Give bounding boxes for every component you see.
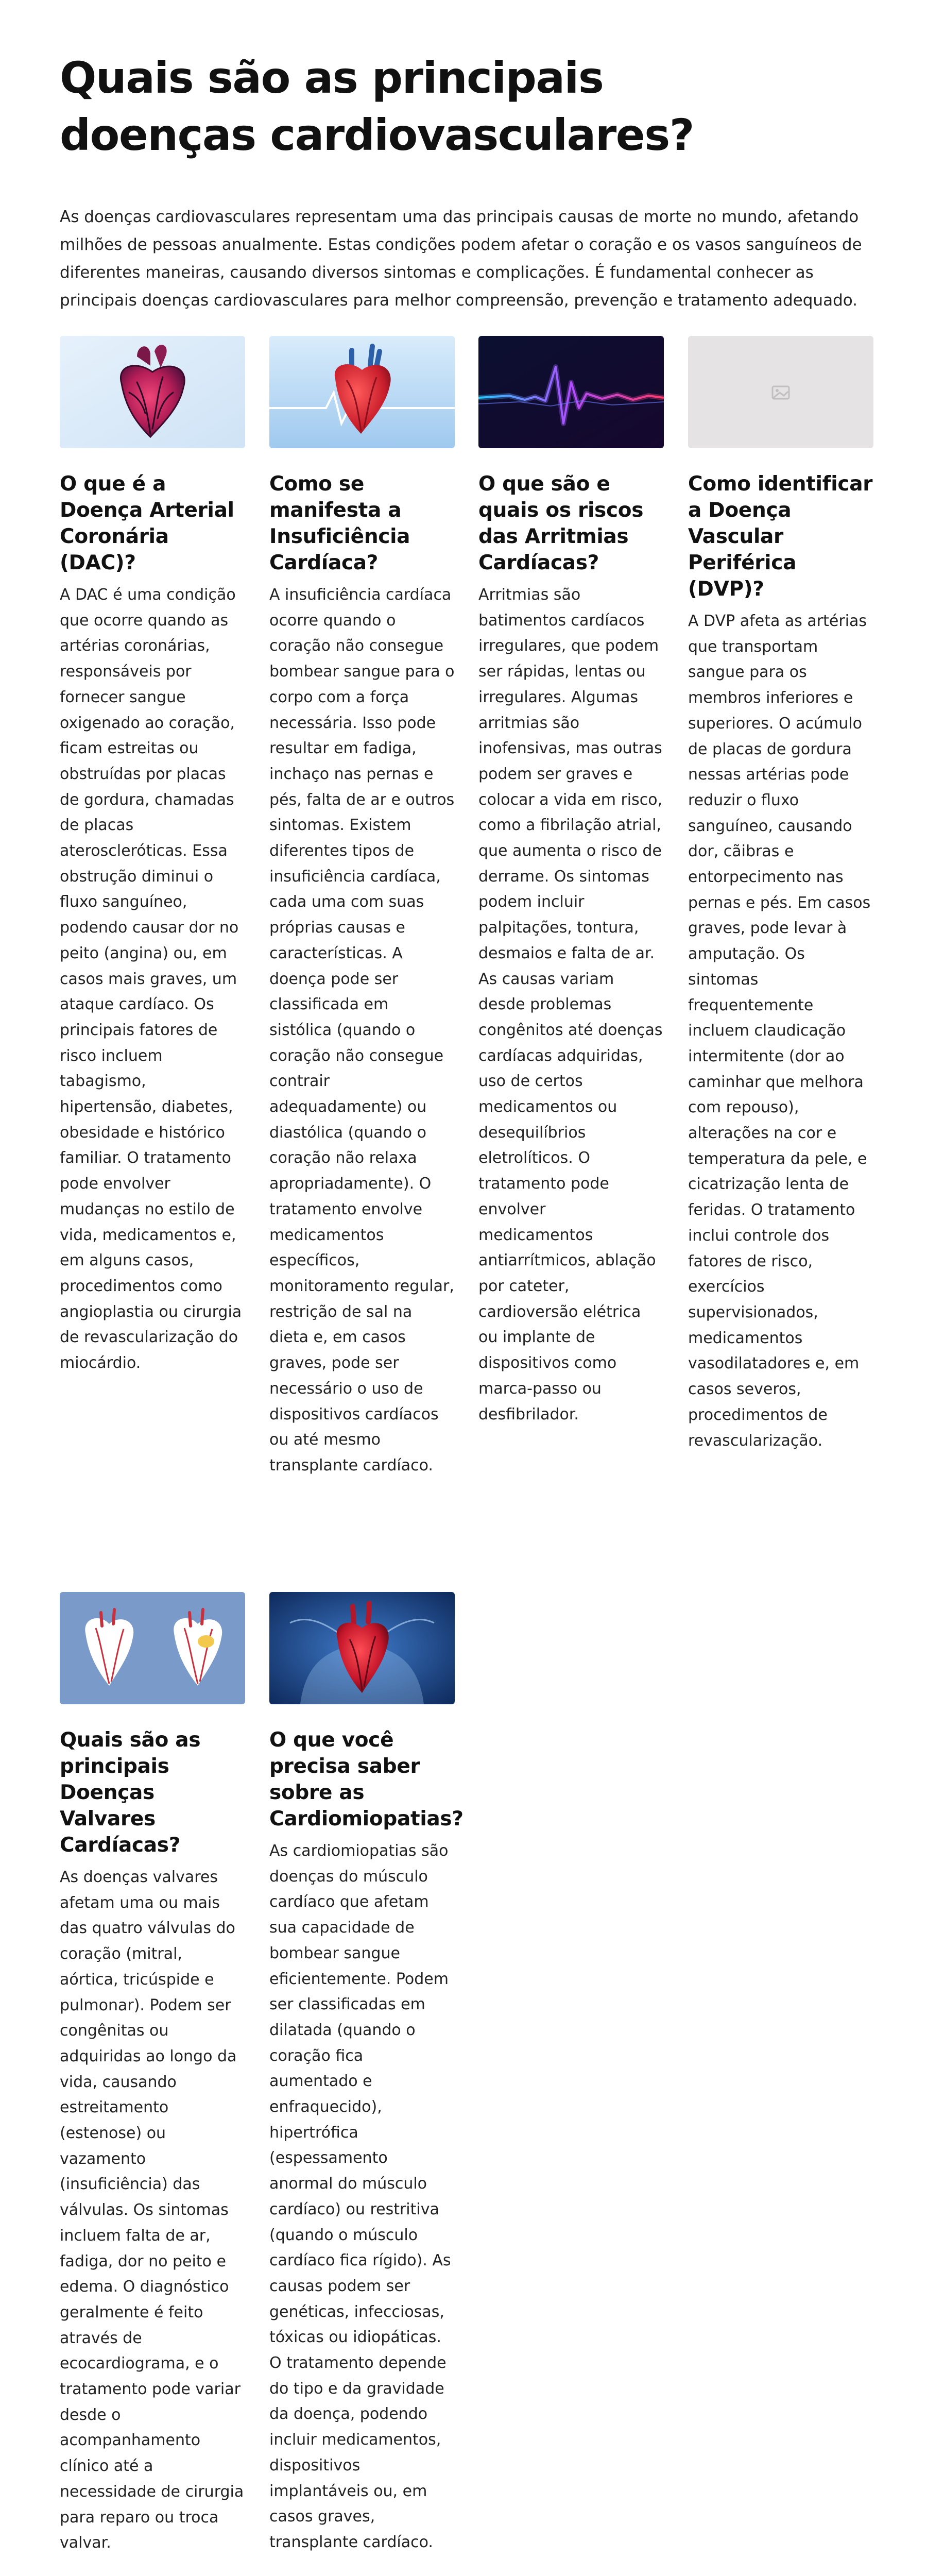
card-cardiomiopatias [269,1592,464,2555]
card-insuficiencia [269,336,455,1479]
ecg-wave-icon [478,336,664,448]
card-text: A insuficiência cardíaca ocorre quando o coração não consegue bombear sangue para o corpo com a força necessária. Isso pode resultar em fadiga, inchaço nas pernas e pés, falta de ar e outros sintomas. Existem diferentes tipos de insuficiência cardíaca, cada uma com suas próprias causas e características. A doença pode ser classificada em sistólica (quando o coração não consegue contrair adequadamente) ou diastólica (quando o coração não relaxa apropriadamente). O tratamento envolve medicamentos específicos, monitoramento regular, restrição de sal na dieta e, em casos graves, pode ser necessário o uso de dispositivos cardíacos ou até mesmo transplante cardíaco. [269,586,455,1475]
heart-valves-icon [60,1592,245,1704]
card-arritmias [478,336,664,1427]
card-text: A DVP afeta as artérias que transportam sangue para os membros inferiores e superiores. O acúmulo de placas de gordura nessas artérias pode reduzir o fluxo sanguíneo, causando dor, cãibras e entorpecimento nas pernas e pés. Em casos graves, pode levar à amputação. Os sintomas frequentemente incluem claudicação intermitente (dor ao caminhar que melhora com repouso), alterações na cor e temperatura da pele, e cicatrização lenta de feridas. O tratamento inclui controle dos fatores de risco, exercícios supervisionados, medicamentos vasodilatadores e, em casos severos, procedimentos de revascularização. [688,612,871,1450]
card-text: A DAC é uma condição que ocorre quando as artérias coronárias, responsáveis por fornecer sangue oxigenado ao coração, ficam estreitas ou obstruídas por placas de gordura, chamadas de placas ateroscleróticas. Essa obstrução diminui o fluxo sanguíneo, podendo causar dor no peito (angina) ou, em casos mais graves, um ataque cardíaco. Os principais fatores de risco incluem tabagismo, hipertensão, diabetes, obesidade e histórico familiar. O tratamento pode envolver mudanças no estilo de vida, medicamentos e, em alguns casos, procedimentos como angioplastia ou cirurgia de revascularização do miocárdio. [60,586,242,1372]
image-placeholder-icon [688,336,873,448]
card-dvp [688,336,873,1453]
card-valvares [60,1592,245,2556]
page-title: Quais são as principais doenças cardiovasculares? [60,53,694,160]
card-heading: O que são e quais os riscos das Arritmias Cardíacas? [478,472,644,574]
card-heading: O que é a Doença Arterial Coronária (DAC)? [60,472,234,574]
card-text: As cardiomiopatias são doenças do músculo cardíaco que afetam sua capacidade de bombear sangue eficientemente. Podem ser classificadas em dilatada (quando o coração fica aumentado e enfraquecido), hipertrófica (espessamento anormal do músculo cardíaco) ou restritiva (quando o músculo cardíaco fica rígido). As causas podem ser genéticas, infecciosas, tóxicas ou idiopáticas. O tratamento depende do tipo e da gravidade da doença, podendo incluir medicamentos, dispositivos implantáveis ou, em casos graves, transplante cardíaco. [269,1842,451,2551]
card-heading: Quais são as principais Doenças Valvares Cardíacas? [60,1728,201,1857]
heart-illustration-icon [60,336,245,448]
cards-row-2 [60,1592,873,2576]
card-dac [60,336,245,1376]
card-text: As doenças valvares afetam uma ou mais das quatro válvulas do coração (mitral, aórtica, tricúspide e pulmonar). Podem ser congênitas ou adquiridas ao longo da vida, causando estreitamento (estenose) ou vazamento (insuficiência) das válvulas. Os sintomas incluem falta de ar, fadiga, dor no peito e edema. O diagnóstico geralmente é feito através de ecocardiograma, e o tratamento pode variar desde o acompanhamento clínico até a necessidade de cirurgia para reparo ou troca valvar. [60,1868,244,2552]
card-heading: O que você precisa saber sobre as Cardiomiopatias? [269,1728,464,1831]
card-heading: Como identificar a Doença Vascular Periférica (DVP)? [688,472,873,601]
cards-row-1 [60,336,873,1592]
heart-ecg-icon [269,336,455,448]
heart-anatomy-icon [269,1592,455,1704]
card-text: Arritmias são batimentos cardíacos irregulares, que podem ser rápidas, lentas ou irregulares. Algumas arritmias são inofensivas, mas outras podem ser graves e colocar a vida em risco, como a fibrilação atrial, que aumenta o risco de derrame. Os sintomas podem incluir palpitações, tontura, desmaios e falta de ar. As causas variam desde problemas congênitos até doenças cardíacas adquiridas, uso de certos medicamentos ou desequilíbrios eletrolíticos. O tratamento pode envolver medicamentos antiarrítmicos, ablação por cateter, cardioversão elétrica ou implante de dispositivos como marca-passo ou desfibrilador. [478,586,663,1423]
intro-paragraph: As doenças cardiovasculares representam uma das principais causas de morte no mundo, afetando milhões de pessoas anualmente. Estas condições podem afetar o coração e os vasos sanguíneos de diferentes maneiras, causando diversos sintomas e complicações. É fundamental conhecer as principais doenças cardiovasculares para melhor compreensão, prevenção e tratamento adequado. [60,208,862,310]
card-heading: Como se manifesta a Insuficiência Cardíaca? [269,472,410,574]
